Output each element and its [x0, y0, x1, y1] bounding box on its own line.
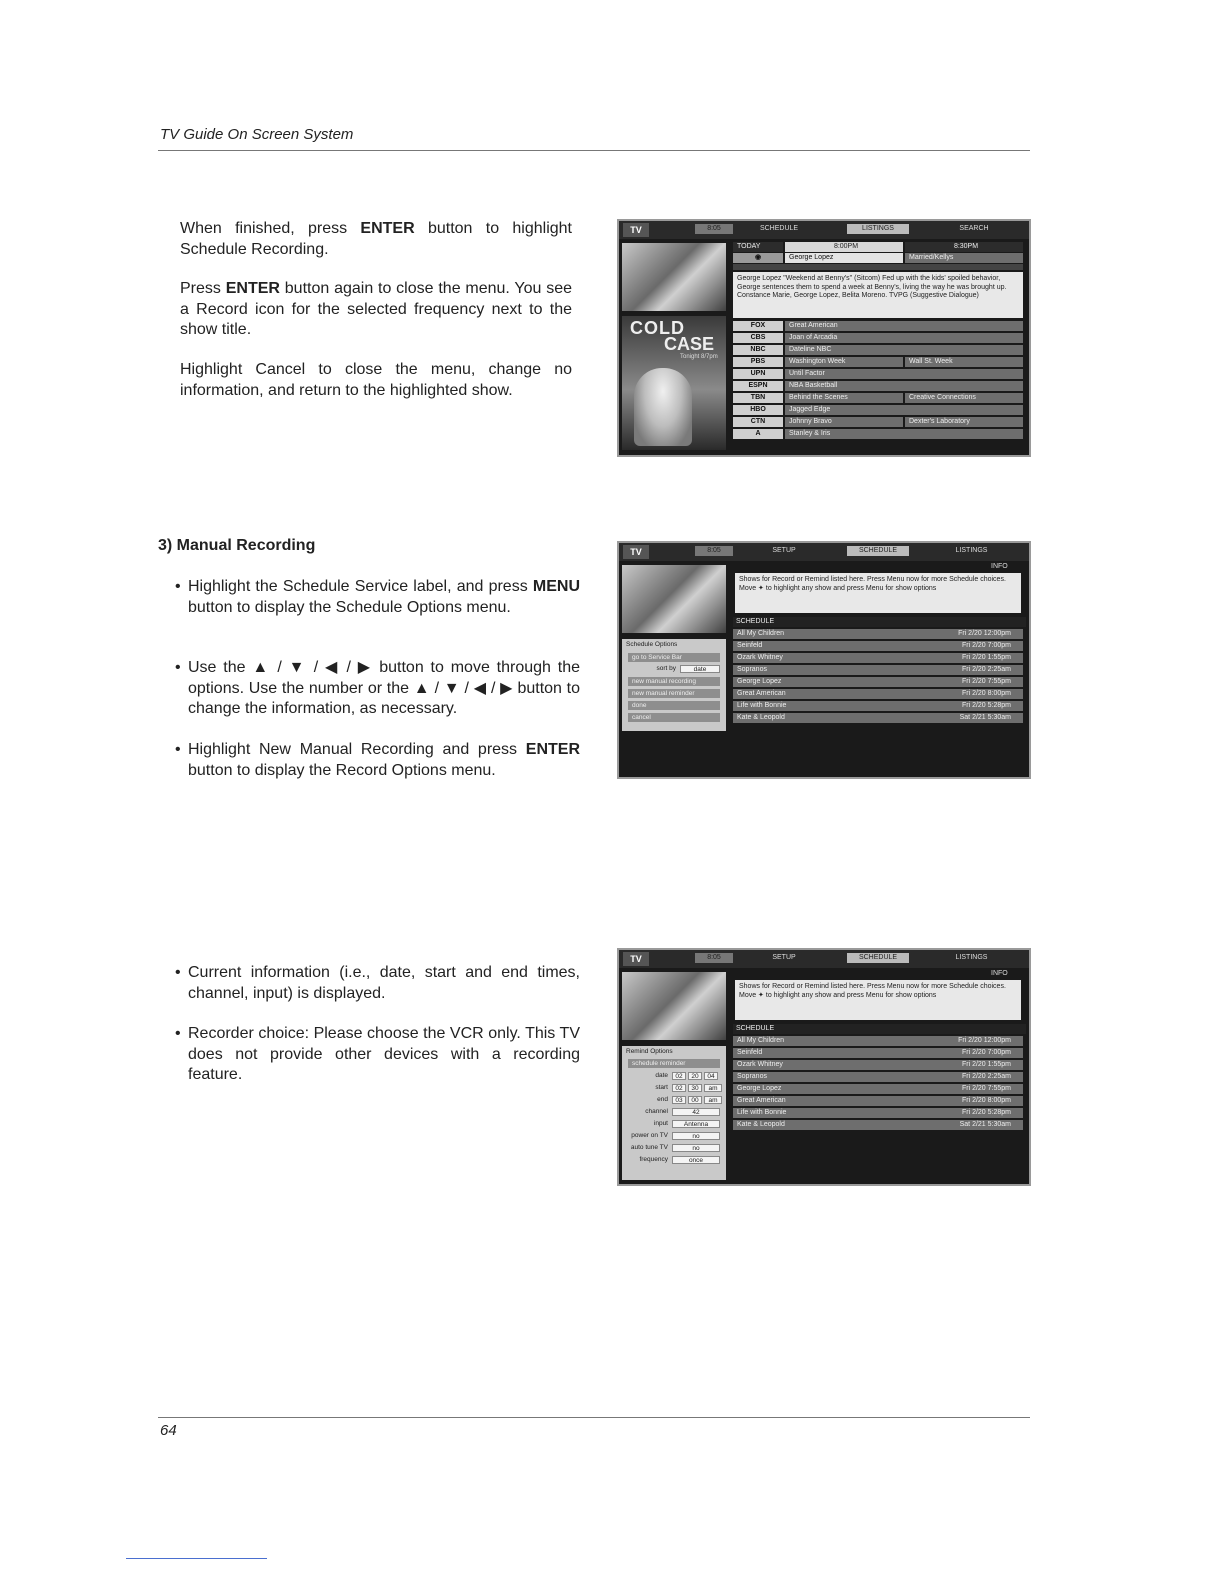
listing-row[interactable]: Stanley & Iris	[785, 429, 1023, 439]
channel-value[interactable]: 42	[672, 1108, 720, 1116]
tv-guide-logo: TV	[623, 223, 649, 237]
schedule-row[interactable]	[733, 1036, 1023, 1046]
show-title: Great American	[737, 1097, 786, 1104]
video-preview	[622, 565, 726, 633]
tab-search[interactable]: SEARCH	[959, 225, 989, 232]
bullet-navigation	[175, 658, 580, 720]
schedule-options-menu	[622, 639, 726, 731]
menu-item-cancel[interactable]: cancel	[628, 713, 720, 722]
time-slot-2: 8:30PM	[905, 242, 1023, 252]
input-value[interactable]: Antenna	[672, 1120, 720, 1128]
menu-title: Schedule Options	[626, 641, 678, 648]
channel-logo: TBN	[733, 393, 783, 403]
bullet-mark: •	[175, 659, 181, 676]
schedule-row[interactable]	[733, 1048, 1023, 1058]
show-title: Sopranos	[737, 666, 767, 673]
key-enter: ENTER	[525, 741, 580, 758]
paragraph-cancel: Highlight Cancel to close the menu, change no information, and return to the highlighted show.	[180, 361, 572, 399]
menu-item-sort-by: sort by	[656, 665, 676, 672]
sort-by-value[interactable]: date	[680, 665, 720, 673]
show-time: Fri 2/20 8:00pm	[961, 690, 1011, 697]
channel-logo: CTN	[733, 417, 783, 427]
channel-logo: ESPN	[733, 381, 783, 391]
show-description: George Lopez "Weekend at Benny's" (Sitcom) Fed up with the kids' spoiled behavior, George sentences them to spend a week at Benny's, living the way he was brought up. Constance Marie, George Lopez, Belita Moreno. TVPG (Suggestive Dialogue)	[733, 272, 1023, 318]
schedule-help-text: Shows for Record or Remind listed here. Press Menu now for more Schedule choices. Move ✦ to highlight any show and press Menu for show options	[735, 980, 1021, 1020]
date-year[interactable]: 04	[704, 1072, 718, 1080]
show-title: All My Children	[737, 630, 785, 637]
field-label-power-on-tv: power on TV	[631, 1132, 668, 1139]
promo-title-1: COLD	[630, 318, 685, 338]
promo-title-2: CASE	[664, 334, 715, 354]
show-title: Great American	[737, 690, 786, 697]
clock: 8:05	[695, 224, 733, 234]
listing-row[interactable]: Great American	[785, 321, 1023, 331]
listing-row-next[interactable]: Creative Connections	[905, 393, 1023, 403]
tv-guide-logo: TV	[623, 545, 649, 559]
show-time: Fri 2/20 1:55pm	[961, 1061, 1011, 1068]
listing-row[interactable]: Joan of Arcadia	[785, 333, 1023, 343]
text: Highlight the Schedule Service label, and press	[188, 578, 533, 595]
show-title: Kate & Leopold	[737, 714, 785, 721]
progress-strip	[733, 264, 1023, 270]
highlighted-show[interactable]: George Lopez	[785, 253, 903, 263]
schedule-row[interactable]	[733, 1072, 1023, 1082]
tab-listings[interactable]: LISTINGS	[847, 224, 909, 234]
channel-logo: A	[733, 429, 783, 439]
auto-tune-tv-value[interactable]: no	[672, 1144, 720, 1152]
show-title: Sopranos	[737, 1073, 767, 1080]
date-day[interactable]: 20	[688, 1072, 702, 1080]
schedule-row[interactable]	[733, 701, 1023, 711]
text: Highlight New Manual Recording and press	[188, 741, 526, 758]
end-minute[interactable]: 00	[688, 1096, 702, 1104]
show-time: Fri 2/20 8:00pm	[961, 1097, 1011, 1104]
show-title: Seinfeld	[737, 642, 763, 649]
show-title: All My Children	[737, 1037, 785, 1044]
show-time: Sat 2/21 5:30am	[959, 1121, 1011, 1128]
show-title: George Lopez	[737, 1085, 782, 1092]
start-hour[interactable]: 02	[672, 1084, 686, 1092]
listing-row[interactable]: Behind the Scenes	[785, 393, 903, 403]
show-time: Fri 2/20 5:28pm	[961, 702, 1011, 709]
tv-guide-schedule-options-screen	[617, 541, 1031, 779]
show-time: Fri 2/20 7:55pm	[961, 678, 1011, 685]
header-rule	[158, 150, 1030, 151]
schedule-row[interactable]	[733, 689, 1023, 699]
text: button to display the Record Options menu.	[188, 761, 496, 779]
field-label-auto-tune-tv: auto tune TV	[630, 1144, 668, 1151]
tab-schedule[interactable]: SCHEDULE	[847, 546, 909, 556]
show-time: Sat 2/21 5:30am	[959, 714, 1011, 721]
listing-row[interactable]: NBA Basketball	[785, 381, 1023, 391]
schedule-row[interactable]	[733, 1060, 1023, 1070]
tv-guide-logo: TV	[623, 952, 649, 966]
time-slot-1: 8:00PM	[785, 242, 903, 252]
schedule-row[interactable]	[733, 641, 1023, 651]
bullet-recorder-choice	[175, 1024, 580, 1086]
field-label-channel: channel	[645, 1108, 668, 1115]
show-time: Fri 2/20 1:55pm	[961, 654, 1011, 661]
time-today: TODAY	[733, 242, 783, 252]
schedule-row[interactable]	[733, 713, 1023, 723]
menu-item-new-manual-reminder[interactable]: new manual reminder	[628, 689, 720, 698]
start-ampm[interactable]: am	[704, 1084, 722, 1092]
text: button to highlight Schedule Recording.	[180, 220, 572, 258]
video-preview	[622, 972, 726, 1040]
field-label-end: end	[657, 1096, 668, 1103]
paragraph-close-menu	[180, 279, 572, 341]
schedule-row[interactable]	[733, 1084, 1023, 1094]
bullet-mark: •	[175, 578, 181, 595]
tv-guide-remind-options-screen	[617, 948, 1031, 1186]
schedule-row[interactable]	[733, 629, 1023, 639]
field-label-input: input	[653, 1120, 668, 1127]
show-title: Ozark Whitney	[737, 1061, 783, 1068]
next-show[interactable]: Married/Kellys	[905, 253, 1023, 263]
show-title: Life with Bonnie	[737, 1109, 787, 1116]
channel-logo-abc: ◉	[733, 253, 783, 263]
menu-title: Remind Options	[626, 1048, 673, 1055]
schedule-help-text: Shows for Record or Remind listed here. Press Menu now for more Schedule choices. Move ✦ to highlight any show and press Menu for show options	[735, 573, 1021, 613]
schedule-header: SCHEDULE	[733, 617, 1026, 627]
tab-setup[interactable]: SETUP	[772, 954, 796, 961]
listing-row[interactable]: Washington Week	[785, 357, 903, 367]
promo-airtime: Tonight 8/7pm	[680, 354, 718, 360]
show-time: Fri 2/20 7:00pm	[961, 1049, 1011, 1056]
menu-item-schedule-reminder[interactable]: schedule reminder	[628, 1059, 720, 1068]
info-icon[interactable]: INFO	[991, 563, 1008, 570]
menu-item-go-to-service-bar[interactable]: go to Service Bar	[628, 653, 720, 662]
text: button again to close the menu. You see a Record icon for the selected frequency next to the show title.	[180, 280, 573, 338]
show-time: Fri 2/20 2:25am	[961, 666, 1011, 673]
text: When finished, press	[180, 220, 361, 237]
info-icon[interactable]: INFO	[991, 970, 1008, 977]
promo-image	[634, 368, 692, 446]
channel-logo: UPN	[733, 369, 783, 379]
paragraph-finish	[180, 219, 572, 260]
end-hour[interactable]: 03	[672, 1096, 686, 1104]
listing-row-next[interactable]: Wall St. Week	[905, 357, 1023, 367]
start-minute[interactable]: 30	[688, 1084, 702, 1092]
bullet-current-info	[175, 963, 580, 1004]
clock: 8:05	[695, 546, 733, 556]
key-enter: ENTER	[360, 220, 415, 237]
field-label-frequency: frequency	[639, 1156, 668, 1163]
section-title-manual-recording: 3) Manual Recording	[158, 537, 316, 554]
text: button to display the Schedule Options menu.	[188, 598, 511, 616]
channel-logo: PBS	[733, 357, 783, 367]
page-number: 64	[160, 1422, 177, 1439]
schedule-row[interactable]	[733, 665, 1023, 675]
channel-logo: NBC	[733, 345, 783, 355]
end-ampm[interactable]: am	[704, 1096, 722, 1104]
listing-row-next[interactable]: Dexter's Laboratory	[905, 417, 1023, 427]
menu-item-done[interactable]: done	[628, 701, 720, 710]
schedule-row[interactable]	[733, 1096, 1023, 1106]
show-title: George Lopez	[737, 678, 782, 685]
field-label-start: start	[655, 1084, 668, 1091]
show-time: Fri 2/20 7:00pm	[961, 642, 1011, 649]
tab-schedule[interactable]: SCHEDULE	[759, 225, 799, 232]
listing-row[interactable]: Dateline NBC	[785, 345, 1023, 355]
listing-row[interactable]: Johnny Bravo	[785, 417, 903, 427]
bullet-schedule-service	[175, 577, 580, 618]
schedule-row[interactable]	[733, 677, 1023, 687]
channel-logo: FOX	[733, 321, 783, 331]
show-time: Fri 2/20 7:55pm	[961, 1085, 1011, 1092]
text: Use the ▲ / ▼ / ◀ / ▶ button to move through the options. Use the number or the ▲ / ▼ / ◀ / ▶ button to change the information, as necessary.	[188, 659, 580, 717]
tab-listings[interactable]: LISTINGS	[955, 547, 988, 554]
channel-logo: HBO	[733, 405, 783, 415]
running-header: TV Guide On Screen System	[160, 126, 354, 143]
tab-schedule[interactable]: SCHEDULE	[847, 953, 909, 963]
remind-options-menu	[622, 1046, 726, 1180]
key-enter: ENTER	[225, 280, 280, 297]
bullet-new-manual-recording	[175, 740, 580, 781]
text: Current information (i.e., date, start and end times, channel, input) is displayed.	[188, 964, 580, 1002]
power-on-tv-value[interactable]: no	[672, 1132, 720, 1140]
bullet-mark: •	[175, 964, 181, 981]
date-month[interactable]: 02	[672, 1072, 686, 1080]
promo-panel	[622, 316, 726, 450]
tab-listings[interactable]: LISTINGS	[955, 954, 988, 961]
schedule-row[interactable]	[733, 1108, 1023, 1118]
text: Press	[180, 280, 226, 297]
field-label-date: date	[655, 1072, 668, 1079]
menu-item-new-manual-recording[interactable]: new manual recording	[628, 677, 720, 686]
footer-rule	[158, 1417, 1030, 1418]
bullet-mark: •	[175, 741, 181, 758]
schedule-row[interactable]	[733, 653, 1023, 663]
frequency-value[interactable]: once	[672, 1156, 720, 1164]
blue-footer-line	[126, 1558, 267, 1559]
schedule-header: SCHEDULE	[733, 1024, 1026, 1034]
show-time: Fri 2/20 12:00pm	[958, 1037, 1011, 1044]
listing-row[interactable]: Jagged Edge	[785, 405, 1023, 415]
show-title: Seinfeld	[737, 1049, 763, 1056]
tab-setup[interactable]: SETUP	[772, 547, 796, 554]
listing-row[interactable]: Until Factor	[785, 369, 1023, 379]
show-time: Fri 2/20 12:00pm	[958, 630, 1011, 637]
channel-logo: CBS	[733, 333, 783, 343]
show-title: Kate & Leopold	[737, 1121, 785, 1128]
tv-guide-listings-screen	[617, 219, 1031, 457]
key-menu: MENU	[532, 578, 580, 595]
schedule-row[interactable]	[733, 1120, 1023, 1130]
show-time: Fri 2/20 2:25am	[961, 1073, 1011, 1080]
show-title: Ozark Whitney	[737, 654, 783, 661]
show-title: Life with Bonnie	[737, 702, 787, 709]
text: Recorder choice: Please choose the VCR only. This TV does not provide other devices with a recording feature.	[188, 1025, 580, 1083]
show-time: Fri 2/20 5:28pm	[961, 1109, 1011, 1116]
video-preview	[622, 243, 726, 311]
bullet-mark: •	[175, 1025, 181, 1042]
clock: 8:05	[695, 953, 733, 963]
